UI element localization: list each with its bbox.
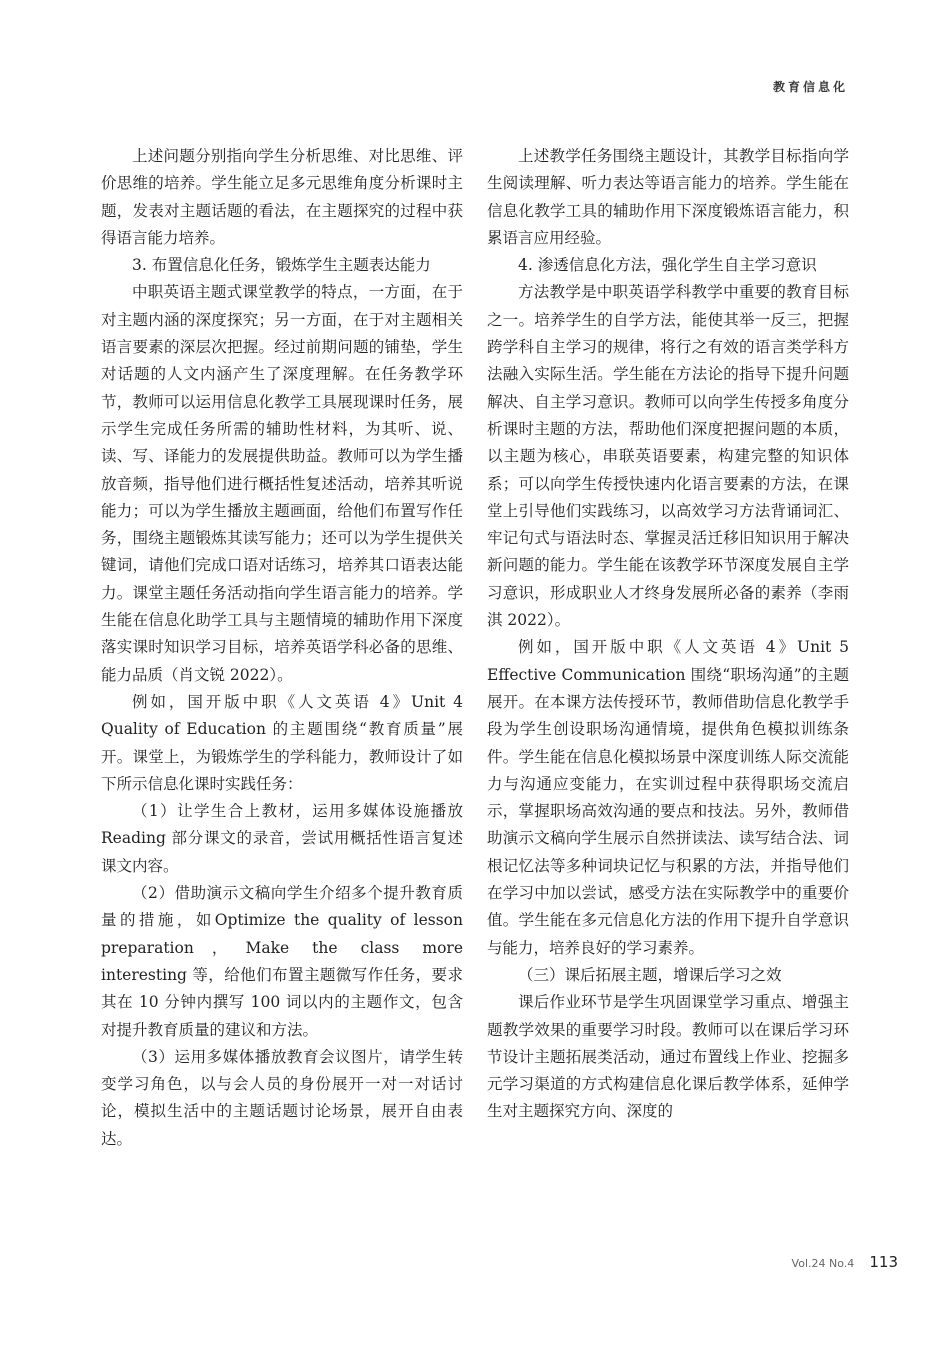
- paragraph: 例如，国开版中职《人文英语 4》Unit 5 Effective Communication 围绕“职场沟通”的主题展开。在本课方法传授环节，教师借助信息化教学手段为学生创设职场沟通情境，提供角色模拟训练条件。学生能在信息化模拟场景中深度训练人际交流能力与沟通应变能力，在实训过程中获得职场交流启示，掌握职场高效沟通的要点和技法。另外，教师借助演示文稿向学生展示自然拼读法、读写结合法、词根记忆法等多种词块记忆与积累的方法，并指导他们在学习中加以尝试，感受方法在实际教学中的重要价值。学生能在多元信息化方法的作用下提升自学意识与能力，培养良好的学习素养。: [487, 638, 849, 957]
- right-column: [487, 143, 849, 1126]
- paragraph: 上述问题分别指向学生分析思维、对比思维、评价思维的培养。学生能立足多元思维角度分析课时主题，发表对主题话题的看法，在主题探究的过程中获得语言能力培养。: [101, 147, 463, 247]
- volume-label: Vol.24 No.4: [791, 1257, 855, 1270]
- list-item: （2）借助演示文稿向学生介绍多个提升教育质量的措施，如Optimize the quality of lesson preparation，Make the class more interesting 等，给他们布置主题微写作任务，要求其在 10 分钟内撰写 100 词以内的主题作文，包含对提升教育质量的建议和方法。: [101, 884, 463, 1039]
- section-heading: 3. 布置信息化任务，锻炼学生主题表达能力: [132, 256, 431, 275]
- list-item: （3）运用多媒体播放教育会议图片，请学生转变学习角色，以与会人员的身份展开一对一对话讨论，模拟生活中的主题话题讨论场景，展开自由表达。: [101, 1047, 463, 1148]
- running-head: 教育信息化: [772, 80, 848, 94]
- paragraph: 方法教学是中职英语学科教学中重要的教育目标之一。培养学生的自学方法，能使其举一反三，把握跨学科自主学习的规律，将行之有效的语言类学科方法融入实际生活。学生能在方法论的指导下提升问题解决、自主学习意识。教师可以向学生传授多角度分析课时主题的方法，帮助他们深度把握问题的本质，以主题为核心，串联英语要素，构建完整的知识体系；可以向学生传授快速内化语言要素的方法，在课堂上引导他们实践练习，以高效学习方法背诵词汇、牢记句式与语法时态、掌握灵活迁移旧知识用于解决新问题的能力。学生能在该教学环节深度发展自主学习意识，形成职业人才终身发展所必备的素养（李雨淇 2022）。: [487, 283, 849, 630]
- paragraph: 例如，国开版中职《人文英语 4》Unit 4 Quality of Education 的主题围绕“教育质量”展开。课堂上，为锻炼学生的学科能力，教师设计了如下所示信息化课时实践任务：: [101, 692, 463, 793]
- list-item: （1）让学生合上教材，运用多媒体设施播放 Reading 部分课文的录音，尝试用概括性语言复述课文内容。: [101, 802, 463, 875]
- paragraph: 课后作业环节是学生巩固课堂学习重点、增强主题教学效果的重要学习时段。教师可以在课后学习环节设计主题拓展类活动，通过布置线上作业、挖掘多元学习渠道的方式构建信息化课后教学体系，延伸学生对主题探究方向、深度的: [487, 993, 849, 1121]
- page-footer: [792, 1252, 898, 1271]
- left-column: [101, 143, 463, 1153]
- paragraph: 中职英语主题式课堂教学的特点，一方面，在于对主题内涵的深度探究；另一方面，在于对主题相关语言要素的深层次把握。经过前期问题的铺垫，学生对话题的人文内涵产生了深度理解。在任务教学环节，教师可以运用信息化教学工具展现课时任务，展示学生完成任务所需的辅助性材料，为其听、说、读、写、译能力的发展提供助益。教师可以为学生播放音频，指导他们进行概括性复述活动，培养其听说能力；可以为学生播放主题画面，给他们布置写作任务，围绕主题锻炼其读写能力；还可以为学生提供关键词，请他们完成口语对话练习，培养其口语表达能力。课堂主题任务活动指向学生语言能力的培养。学生能在信息化助学工具与主题情境的辅助作用下深度落实课时知识学习目标，培养英语学科必备的思维、能力品质（肖文锐 2022）。: [101, 283, 463, 684]
- page-number: 113: [869, 1253, 898, 1271]
- section-heading: 4. 渗透信息化方法，强化学生自主学习意识: [518, 256, 817, 275]
- paragraph: 上述教学任务围绕主题设计，其教学目标指向学生阅读理解、听力表达等语言能力的培养。学生能在信息化教学工具的辅助作用下深度锻炼语言能力，积累语言应用经验。: [487, 147, 849, 247]
- section-heading: （三）课后拓展主题，增课后学习之效: [518, 965, 782, 984]
